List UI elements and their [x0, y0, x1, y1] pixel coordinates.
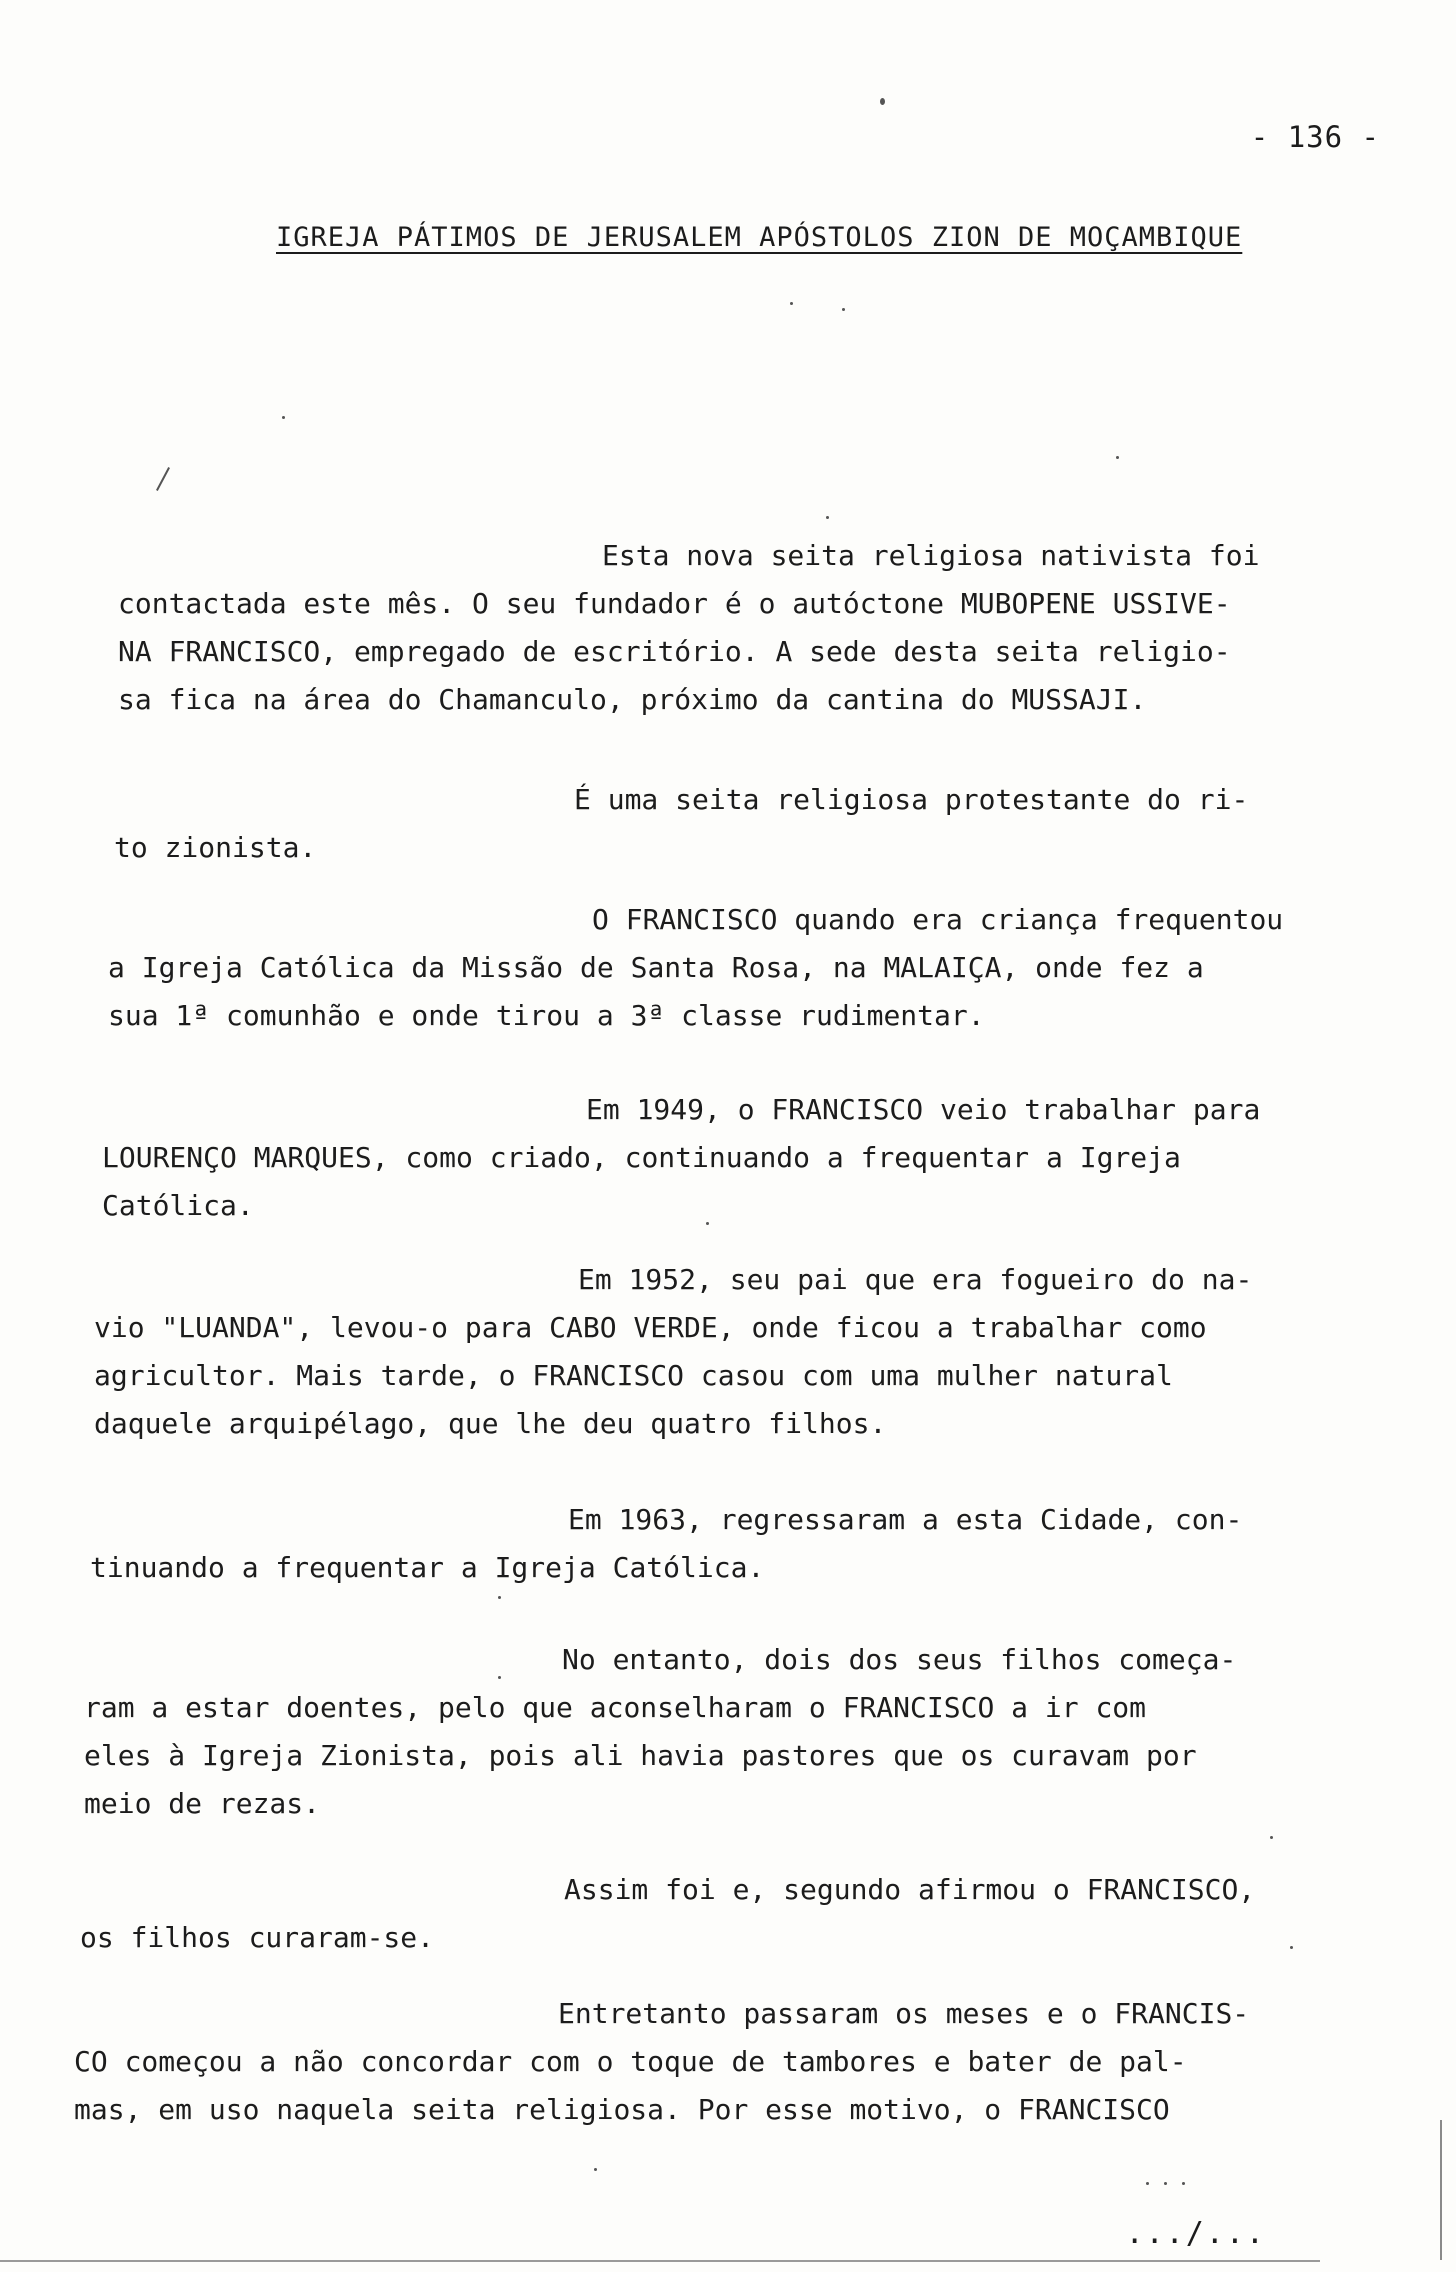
paragraph-line: eles à Igreja Zionista, pois ali havia pastores que os curavam por: [84, 1739, 1197, 1772]
paragraph-line: meio de rezas.: [84, 1787, 321, 1820]
paragraph-line: contactada este mês. O seu fundador é o autóctone MUBOPENE USSIVE-: [118, 587, 1231, 620]
paragraph-line: É uma seita religiosa protestante do ri-: [574, 783, 1249, 816]
paragraph-line: agricultor. Mais tarde, o FRANCISCO casou com uma mulher natural: [94, 1359, 1173, 1392]
paragraph-line: NA FRANCISCO, empregado de escritório. A sede desta seita religio-: [118, 635, 1231, 668]
paragraph-line: sa fica na área do Chamanculo, próximo da cantina do MUSSAJI.: [118, 683, 1147, 716]
scan-speck: [1164, 2182, 1167, 2185]
paragraph-childhood: [108, 896, 1283, 1040]
scan-speck: [1290, 1946, 1293, 1949]
scan-speck: [498, 1596, 501, 1599]
paragraph-1952: [94, 1256, 1252, 1448]
paragraph-line: No entanto, dois dos seus filhos começa-: [562, 1643, 1237, 1676]
paragraph-line: O FRANCISCO quando era criança frequentou: [592, 903, 1284, 936]
paragraph-line: sua 1ª comunhão e onde tirou a 3ª classe rudimentar.: [108, 999, 985, 1032]
paragraph-line: Em 1949, o FRANCISCO veio trabalhar para: [586, 1093, 1261, 1126]
paragraph-disagreement: [74, 1990, 1249, 2134]
scan-edge: [0, 2260, 1320, 2262]
paragraph-line: ram a estar doentes, pelo que aconselharam o FRANCISCO a ir com: [84, 1691, 1147, 1724]
paragraph-line: Em 1963, regressaram a esta Cidade, con-: [568, 1503, 1243, 1536]
paragraph-line: a Igreja Católica da Missão de Santa Rosa, na MALAIÇA, onde fez a: [108, 951, 1204, 984]
scan-edge: [1440, 2120, 1442, 2260]
paragraph-cured: [80, 1866, 1255, 1962]
scan-speck: [880, 98, 885, 105]
scan-speck: [842, 308, 845, 311]
paragraph-line: os filhos curaram-se.: [80, 1921, 435, 1954]
paragraph-1963: [90, 1496, 1242, 1592]
paragraph-line: mas, em uso naquela seita religiosa. Por esse motivo, o FRANCISCO: [74, 2093, 1170, 2126]
paragraph-illness: [84, 1636, 1236, 1828]
scan-speck: [594, 2168, 597, 2171]
scan-speck: [498, 1676, 501, 1679]
scan-speck: [706, 1222, 709, 1225]
paragraph-rite: [114, 776, 1248, 872]
paragraph-line: tinuando a frequentar a Igreja Católica.: [90, 1551, 765, 1584]
paragraph-founder: [118, 532, 1259, 724]
paragraph-line: LOURENÇO MARQUES, como criado, continuando a frequentar a Igreja: [102, 1141, 1181, 1174]
page-number: - 136 -: [1250, 120, 1380, 154]
paragraph-line: vio "LUANDA", levou-o para CABO VERDE, onde ficou a trabalhar como: [94, 1311, 1207, 1344]
paragraph-1949: [102, 1086, 1260, 1230]
paragraph-line: Assim foi e, segundo afirmou o FRANCISCO,: [564, 1873, 1256, 1906]
scan-speck: [1270, 1836, 1273, 1839]
continuation-mark: .../...: [1125, 2216, 1266, 2251]
scan-speck: [826, 516, 829, 519]
paragraph-line: Católica.: [102, 1189, 254, 1222]
paragraph-line: Esta nova seita religiosa nativista foi: [602, 539, 1260, 572]
paragraph-line: Entretanto passaram os meses e o FRANCIS-: [558, 1997, 1250, 2030]
paragraph-line: to zionista.: [114, 831, 317, 864]
paragraph-line: Em 1952, seu pai que era fogueiro do na-: [578, 1263, 1253, 1296]
scan-speck: [282, 416, 285, 419]
paragraph-line: daquele arquipélago, que lhe deu quatro filhos.: [94, 1407, 887, 1440]
document-title: IGREJA PÁTIMOS DE JERUSALEM APÓSTOLOS ZION DE MOÇAMBIQUE: [276, 222, 1243, 253]
scan-speck: [790, 302, 793, 305]
scan-speck: [1116, 456, 1119, 459]
scan-speck: [1146, 2182, 1149, 2185]
scan-stroke: [156, 467, 170, 491]
scan-speck: [1182, 2182, 1185, 2185]
paragraph-line: CO começou a não concordar com o toque de tambores e bater de pal-: [74, 2045, 1187, 2078]
